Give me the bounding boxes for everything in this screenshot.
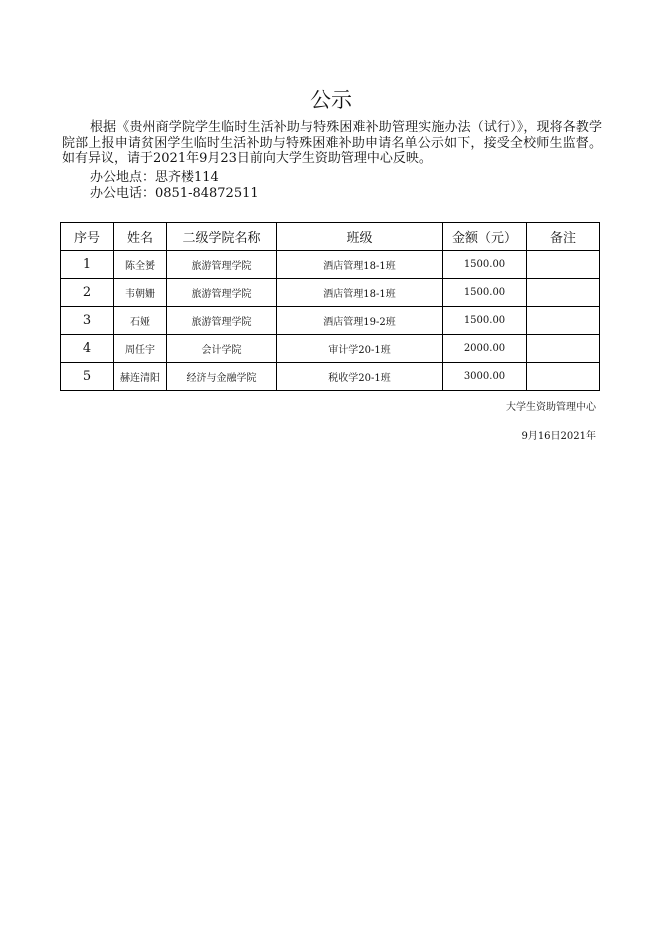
- table-cell: 旅游管理学院: [167, 279, 277, 307]
- table-cell: [527, 363, 600, 391]
- table-row: [61, 251, 600, 279]
- table-cell: 周任宇: [114, 335, 167, 363]
- table-cell: 陈全赟: [114, 251, 167, 279]
- table-cell: 石娅: [114, 307, 167, 335]
- table-cell: [527, 251, 600, 279]
- table-cell: 会计学院: [167, 335, 277, 363]
- column-header: 金额（元）: [443, 223, 527, 251]
- page-title: 公示: [310, 88, 352, 112]
- table-row: [61, 363, 600, 391]
- table-cell: 2000.00: [443, 335, 527, 363]
- office-location: 办公地点：思齐楼114: [90, 170, 219, 185]
- table-row: [61, 335, 600, 363]
- table-cell: 旅游管理学院: [167, 251, 277, 279]
- table-cell: [527, 335, 600, 363]
- column-header: 备注: [527, 223, 600, 251]
- table-cell: [527, 279, 600, 307]
- table-cell: 税收学20-1班: [277, 363, 443, 391]
- table-cell: 5: [61, 363, 114, 391]
- table-row: [61, 279, 600, 307]
- signature: 大学生资助管理中心: [506, 402, 596, 413]
- column-header: 序号: [61, 223, 114, 251]
- date: 9月16日2021年: [521, 431, 596, 442]
- column-header: 姓名: [114, 223, 167, 251]
- table-cell: 1500.00: [443, 279, 527, 307]
- notice-paragraph: 根据《贵州商学院学生临时生活补助与特殊困难补助管理实施办法（试行）》，现将各教学院部上报申请贫困学生临时生活补助与特殊困难补助申请名单公示如下，接受全校师生监督。如有异议，请于2021年9月23日前向大学生资助管理中心反映。: [62, 120, 602, 166]
- column-header: 班级: [277, 223, 443, 251]
- table-row: [61, 307, 600, 335]
- table-cell: 2: [61, 279, 114, 307]
- recipients-table: [60, 222, 600, 391]
- table-cell: 1500.00: [443, 251, 527, 279]
- table-header-row: [61, 223, 600, 251]
- table-cell: 酒店管理19-2班: [277, 307, 443, 335]
- table-cell: 1500.00: [443, 307, 527, 335]
- table-cell: [527, 307, 600, 335]
- column-header: 二级学院名称: [167, 223, 277, 251]
- table-cell: 3: [61, 307, 114, 335]
- table-cell: 酒店管理18-1班: [277, 251, 443, 279]
- table-cell: 赫连清阳: [114, 363, 167, 391]
- table-cell: 3000.00: [443, 363, 527, 391]
- table-cell: 4: [61, 335, 114, 363]
- table-cell: 经济与金融学院: [167, 363, 277, 391]
- table-cell: 韦朝姗: [114, 279, 167, 307]
- table-cell: 1: [61, 251, 114, 279]
- table-cell: 旅游管理学院: [167, 307, 277, 335]
- office-phone: 办公电话：0851-84872511: [90, 186, 259, 201]
- table-cell: 审计学20-1班: [277, 335, 443, 363]
- table-cell: 酒店管理18-1班: [277, 279, 443, 307]
